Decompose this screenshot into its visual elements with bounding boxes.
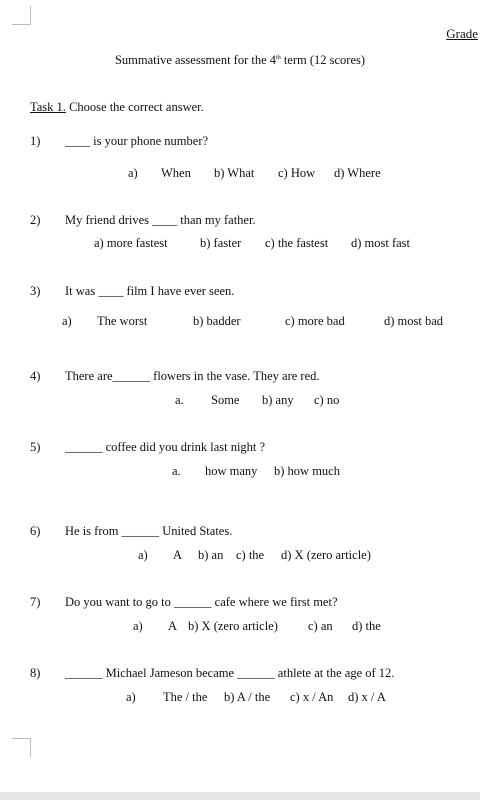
question-number: 8)	[30, 666, 41, 680]
crop-mark-top-left	[12, 6, 31, 25]
question-stem: My friend drives ____ than my father.	[65, 213, 256, 227]
option-a: When	[161, 166, 191, 180]
question-stem: ____ is your phone number?	[65, 134, 209, 148]
option-b: b) an	[198, 548, 224, 562]
option-marker: a)	[133, 619, 143, 633]
question-number: 6)	[30, 524, 41, 538]
question-number: 5)	[30, 440, 41, 454]
crop-mark-bottom-left	[12, 738, 31, 757]
task-heading	[30, 100, 204, 115]
question-stem: He is from ______ United States.	[65, 524, 233, 538]
task-label: Task 1.	[30, 100, 66, 114]
option-marker: a)	[62, 314, 72, 328]
option-marker: a)	[138, 548, 148, 562]
question-stem: Do you want to go to ______ cafe where we first met?	[65, 595, 338, 609]
option-a: A	[168, 619, 178, 633]
option-marker: a.	[175, 393, 184, 407]
option-b: b) any	[262, 393, 294, 407]
option-c: c) How	[278, 166, 316, 180]
option-c: c) x / An	[290, 690, 334, 704]
option-b: b) how much	[274, 464, 340, 478]
option-d: d) X (zero article)	[281, 548, 371, 562]
grade-label: Grade	[446, 26, 478, 41]
question-stem: It was ____ film I have ever seen.	[65, 284, 235, 298]
question-stem: ______ coffee did you drink last night ?	[65, 440, 266, 454]
question-stem: There are______ flowers in the vase. They are red.	[65, 369, 320, 383]
option-marker: a)	[126, 690, 136, 704]
question-number: 2)	[30, 213, 41, 227]
option-a: a) more fastest	[94, 236, 168, 250]
option-b: b) faster	[200, 236, 242, 250]
option-c: c) the fastest	[265, 236, 329, 250]
question-number: 3)	[30, 284, 41, 298]
question-stem: ______ Michael Jameson became ______ athlete at the age of 12.	[65, 666, 395, 680]
option-b: b) X (zero article)	[188, 619, 278, 633]
option-d: d) Where	[334, 166, 381, 180]
option-marker: a.	[172, 464, 181, 478]
option-d: d) most bad	[384, 314, 444, 328]
option-c: c) more bad	[285, 314, 345, 328]
option-a: The worst	[97, 314, 148, 328]
option-b: b) badder	[193, 314, 241, 328]
option-c: c) an	[308, 619, 333, 633]
option-d: d) x / A	[348, 690, 386, 704]
option-marker: a)	[128, 166, 138, 180]
viewer-bottom-bar	[0, 792, 480, 800]
question-number: 4)	[30, 369, 41, 383]
option-b: b) A / the	[224, 690, 271, 704]
question-number: 7)	[30, 595, 41, 609]
option-c: c) the	[236, 548, 265, 562]
option-a: A	[173, 548, 183, 562]
option-d: d) most fast	[351, 236, 411, 250]
option-b: b) What	[214, 166, 255, 180]
option-a: how many	[205, 464, 258, 478]
page-title: Summative assessment for the 4th term (12 scores)	[114, 53, 366, 67]
option-d: d) the	[352, 619, 381, 633]
task-instruction: Choose the correct answer.	[65, 100, 204, 114]
question-number: 1)	[30, 134, 41, 148]
option-a: The / the	[163, 690, 208, 704]
option-c: c) no	[314, 393, 340, 407]
option-a: Some	[211, 393, 240, 407]
